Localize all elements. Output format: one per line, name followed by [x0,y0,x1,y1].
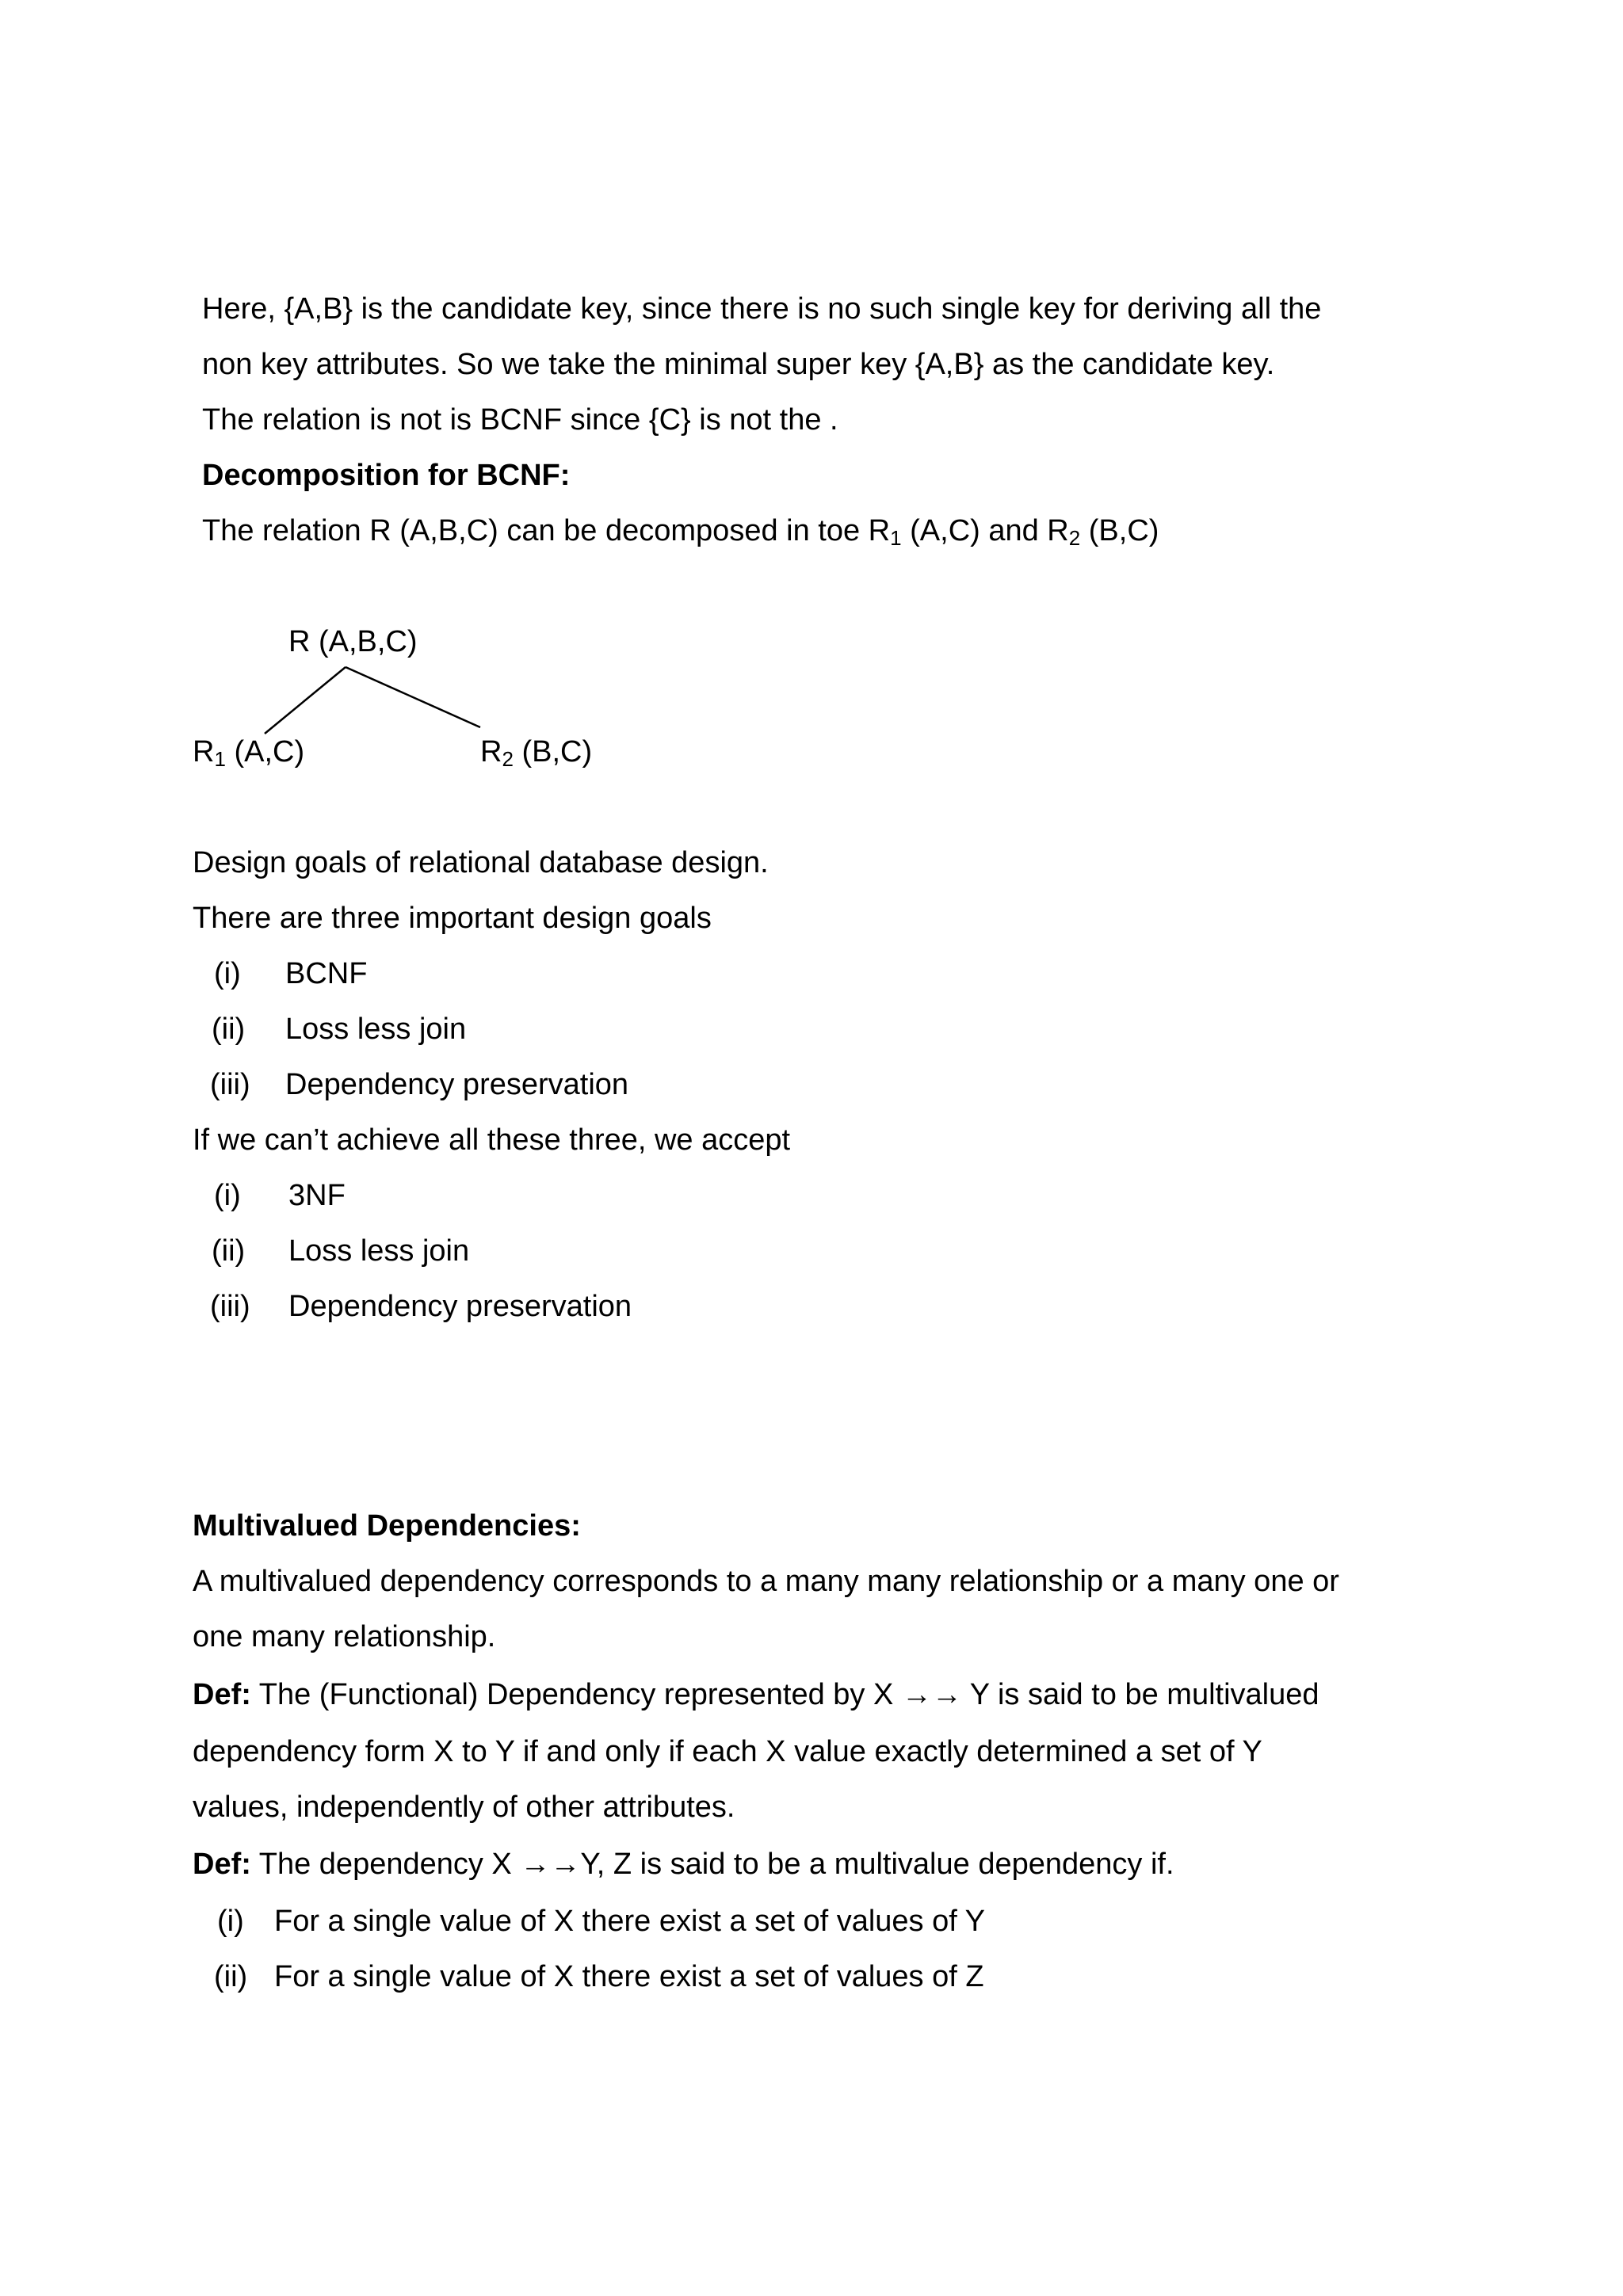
tree-right-r: R [480,735,502,769]
mvd-def2-line-1 [193,1846,1174,1882]
mvd-list-num-2: (ii) [214,1960,248,1993]
tree-edge-left [265,667,346,734]
mvd-list-text-2: For a single value of X there exist a set of values of Z [274,1960,984,1993]
tree-left-sub: 1 [214,747,226,771]
goals-list2-text-1: 3NF [288,1179,346,1212]
goals-list-num-1: (i) [214,957,241,990]
mvd-heading: Multivalued Dependencies: [193,1509,581,1543]
goals-list-text-2: Loss less join [285,1013,467,1046]
goals-list2-num-1: (i) [214,1179,241,1212]
goals-line-1: Design goals of relational database design. [193,846,769,879]
goals-list2-num-3: (iii) [210,1290,250,1323]
intro-line-3: The relation is not is BCNF since {C} is not the . [202,403,838,437]
tree-left-r: R [193,735,215,769]
mvd-para-line-2: one many relationship. [193,1620,496,1653]
mvd-def1-line-2: dependency form X to Y if and only if each X value exactly determined a set of Y [193,1735,1262,1768]
mvd-def1-line-1 [193,1676,1319,1713]
decomposition-heading: Decomposition for BCNF: [202,459,571,492]
mvd-list-text-1: For a single value of X there exist a set of values of Y [274,1905,986,1938]
decomposition-text-b: (A,C) and R [901,514,1069,547]
intro-line-1: Here, {A,B} is the candidate key, since there is no such single key for deriving all the [202,292,1322,326]
tree-right-rest: (B,C) [513,735,593,769]
intro-line-2: non key attributes. So we take the minimal super key {A,B} as the candidate key. [202,348,1275,381]
mvd-para-line-1: A multivalued dependency corresponds to a many many relationship or a many one or [193,1565,1339,1598]
def-label-2: Def: [193,1848,251,1881]
tree-right-sub: 2 [502,747,514,771]
decomposition-text-a: The relation R (A,B,C) can be decomposed in toe R [202,514,891,547]
decomposition-text-c: (B,C) [1080,514,1159,547]
goals-list-text-3: Dependency preservation [285,1068,629,1101]
tree-left-node [193,734,304,770]
goals-list2-text-3: Dependency preservation [288,1290,632,1323]
tree-left-rest: (A,C) [225,735,305,769]
tree-edge-right [346,667,480,727]
def1-text: The (Functional) Dependency represented by X →→ Y is said to be multivalued [250,1678,1319,1711]
decomposition-sub-1: 1 [890,526,902,550]
goals-list-num-2: (ii) [212,1013,246,1046]
goals-list2-text-2: Loss less join [288,1234,470,1268]
def-label-1: Def: [193,1678,251,1711]
goals-list-text-1: BCNF [285,957,368,990]
goals-accept-line: If we can’t achieve all these three, we accept [193,1123,791,1157]
tree-root-node: R (A,B,C) [288,625,418,658]
goals-list-num-3: (iii) [210,1068,250,1101]
decomposition-sub-2: 2 [1068,526,1081,550]
goals-line-2: There are three important design goals [193,902,712,935]
mvd-list-num-1: (i) [217,1905,244,1938]
mvd-def1-line-3: values, independently of other attributes. [193,1791,735,1824]
goals-list2-num-2: (ii) [212,1234,246,1268]
tree-right-node [480,734,592,770]
def2-text: The dependency X →→Y, Z is said to be a multivalue dependency if. [250,1848,1174,1881]
